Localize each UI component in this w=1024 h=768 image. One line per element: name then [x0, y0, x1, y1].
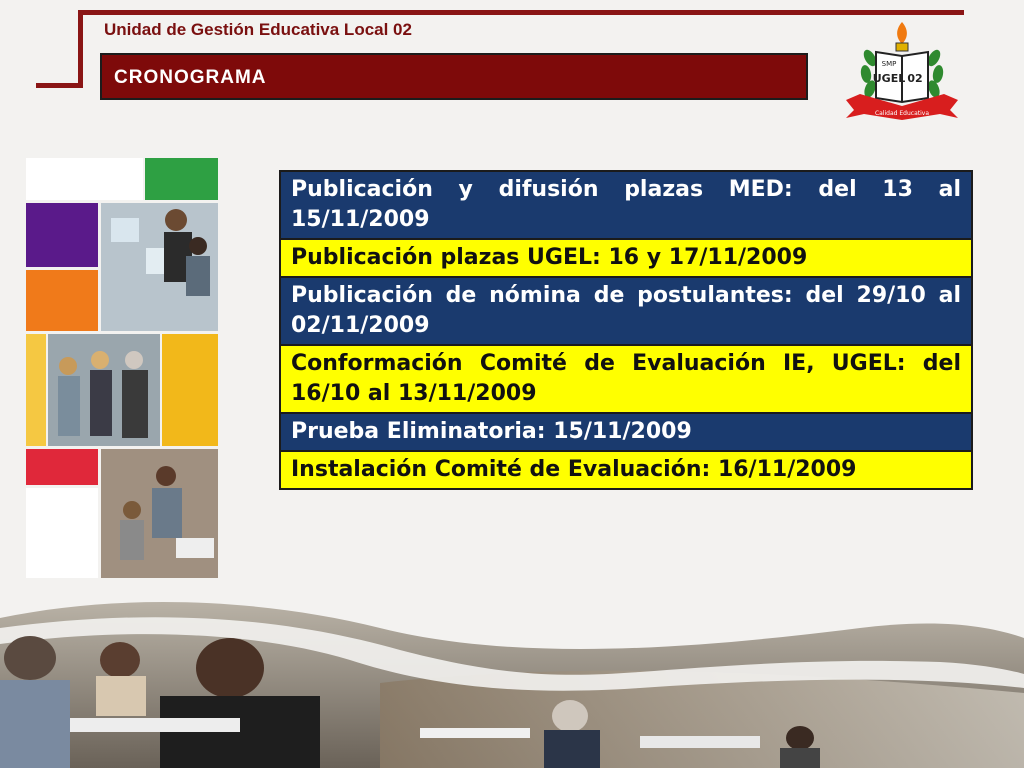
logo-text-ugel: UGEL [872, 72, 906, 85]
header-frame-left [78, 10, 83, 88]
bottom-photo-banner [0, 588, 1024, 768]
schedule-row: Prueba Eliminatoria: 15/11/2009 [279, 412, 973, 452]
schedule-table [279, 170, 973, 490]
schedule-row: Publicación de nómina de postulantes: del 29/10 al 02/11/2009 [279, 276, 973, 346]
torch-icon [896, 22, 908, 51]
page-title: CRONOGRAMA [114, 67, 267, 88]
photo-collage [26, 158, 218, 578]
header-frame-foot [36, 83, 83, 88]
title-bar [100, 53, 808, 100]
schedule-row: Publicación y difusión plazas MED: del 13 al 15/11/2009 [279, 170, 973, 240]
schedule-row: Conformación Comité de Evaluación IE, UGEL: del 16/10 al 13/11/2009 [279, 344, 973, 414]
organization-name: Unidad de Gestión Educativa Local 02 [104, 20, 412, 39]
ugel-crest-icon [840, 18, 964, 122]
schedule-row: Instalación Comité de Evaluación: 16/11/2009 [279, 450, 973, 490]
logo-text-number: 02 [907, 72, 923, 85]
logo-text-smp: SMP [881, 60, 897, 68]
header-frame-top [78, 10, 964, 15]
logo-ribbon-text: Calidad Educativa [874, 110, 930, 117]
schedule-row: Publicación plazas UGEL: 16 y 17/11/2009 [279, 238, 973, 278]
